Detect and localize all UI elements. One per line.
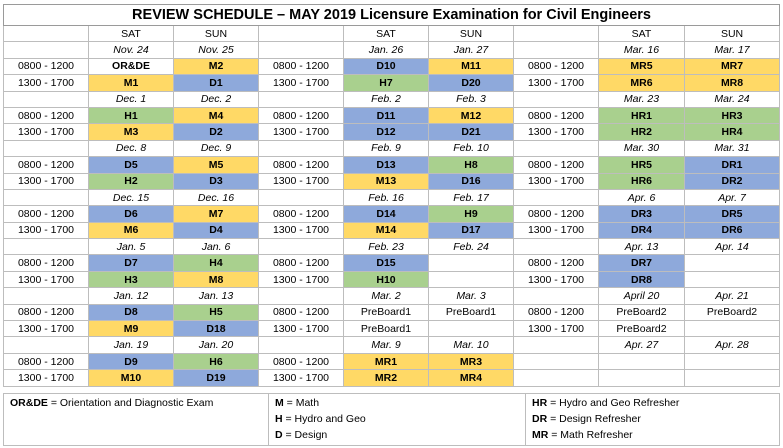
session-cell: D3 bbox=[174, 173, 259, 189]
session-cell: D10 bbox=[344, 58, 429, 74]
session-cell: M6 bbox=[89, 222, 174, 238]
session-cell: PreBoard1 bbox=[344, 304, 429, 320]
date-sat: Mar. 2 bbox=[344, 288, 429, 304]
legend-text: = Orientation and Diagnostic Exam bbox=[47, 397, 214, 409]
session-cell: MR7 bbox=[685, 58, 780, 74]
time-blank bbox=[4, 288, 89, 304]
session-cell: H9 bbox=[429, 206, 514, 222]
date-sat: Mar. 9 bbox=[344, 337, 429, 353]
time-blank bbox=[4, 337, 89, 353]
date-row bbox=[4, 189, 780, 205]
date-sun: Apr. 14 bbox=[685, 239, 780, 255]
date-sat: Apr. 6 bbox=[599, 189, 685, 205]
legend-col-1 bbox=[4, 394, 269, 446]
session-cell: DR2 bbox=[685, 173, 780, 189]
time-slot-label: 1300 - 1700 bbox=[4, 173, 89, 189]
title-row bbox=[4, 5, 780, 26]
session-cell bbox=[685, 321, 780, 337]
session-cell: H3 bbox=[89, 271, 174, 287]
am-session-row bbox=[4, 107, 780, 123]
session-cell: M1 bbox=[89, 75, 174, 91]
time-slot-label: 1300 - 1700 bbox=[259, 124, 344, 140]
header-sat-3: SAT bbox=[599, 26, 685, 42]
session-cell: D8 bbox=[89, 304, 174, 320]
am-session-row bbox=[4, 58, 780, 74]
header-sun-2: SUN bbox=[429, 26, 514, 42]
legend-text: = Design bbox=[282, 429, 328, 441]
time-slot-label: 0800 - 1200 bbox=[259, 304, 344, 320]
time-slot-label: 1300 - 1700 bbox=[4, 370, 89, 386]
legend-entry bbox=[275, 395, 525, 411]
time-slot-label: 1300 - 1700 bbox=[4, 222, 89, 238]
schedule-table bbox=[3, 4, 780, 387]
header-sun-3: SUN bbox=[685, 26, 780, 42]
time-blank bbox=[514, 42, 599, 58]
time-slot-label: 1300 - 1700 bbox=[514, 321, 599, 337]
time-blank bbox=[4, 189, 89, 205]
date-sat: Nov. 24 bbox=[89, 42, 174, 58]
date-sun: Mar. 31 bbox=[685, 140, 780, 156]
date-sun: Apr. 28 bbox=[685, 337, 780, 353]
session-cell: M2 bbox=[174, 58, 259, 74]
date-sat: Mar. 23 bbox=[599, 91, 685, 107]
date-row bbox=[4, 140, 780, 156]
date-sun: Jan. 13 bbox=[174, 288, 259, 304]
date-sun: Jan. 27 bbox=[429, 42, 514, 58]
time-blank bbox=[259, 91, 344, 107]
session-cell: HR6 bbox=[599, 173, 685, 189]
header-blank bbox=[259, 26, 344, 42]
time-slot-label: 1300 - 1700 bbox=[259, 75, 344, 91]
session-cell bbox=[599, 353, 685, 369]
session-cell: M9 bbox=[89, 321, 174, 337]
time-blank bbox=[4, 91, 89, 107]
am-session-row bbox=[4, 304, 780, 320]
session-cell: M12 bbox=[429, 107, 514, 123]
date-sat: Mar. 30 bbox=[599, 140, 685, 156]
time-slot-label: 1300 - 1700 bbox=[514, 75, 599, 91]
date-row bbox=[4, 288, 780, 304]
pm-session-row bbox=[4, 222, 780, 238]
session-cell: D15 bbox=[344, 255, 429, 271]
date-sat: Feb. 16 bbox=[344, 189, 429, 205]
time-blank bbox=[4, 239, 89, 255]
session-cell: H10 bbox=[344, 271, 429, 287]
time-slot-label: 1300 - 1700 bbox=[514, 222, 599, 238]
session-cell bbox=[599, 370, 685, 386]
date-sat: Dec. 8 bbox=[89, 140, 174, 156]
time-blank bbox=[259, 189, 344, 205]
date-sat: Apr. 13 bbox=[599, 239, 685, 255]
date-sun: Dec. 16 bbox=[174, 189, 259, 205]
schedule-title: REVIEW SCHEDULE – MAY 2019 Licensure Examination for Civil Engineers bbox=[4, 5, 780, 26]
header-sat-1: SAT bbox=[89, 26, 174, 42]
session-cell: D6 bbox=[89, 206, 174, 222]
pm-session-row bbox=[4, 75, 780, 91]
date-sat: April 20 bbox=[599, 288, 685, 304]
header-blank bbox=[4, 26, 89, 42]
session-cell: D2 bbox=[174, 124, 259, 140]
session-cell: D20 bbox=[429, 75, 514, 91]
session-cell: D7 bbox=[89, 255, 174, 271]
session-cell: M8 bbox=[174, 271, 259, 287]
legend-col-3 bbox=[526, 394, 780, 446]
session-cell: DR3 bbox=[599, 206, 685, 222]
date-row bbox=[4, 42, 780, 58]
legend-col-2 bbox=[269, 394, 526, 446]
legend-entry bbox=[532, 411, 779, 427]
pm-session-row bbox=[4, 271, 780, 287]
session-cell: MR5 bbox=[599, 58, 685, 74]
time-slot-label: 0800 - 1200 bbox=[4, 353, 89, 369]
date-row bbox=[4, 91, 780, 107]
session-cell: MR4 bbox=[429, 370, 514, 386]
time-slot-label: 1300 - 1700 bbox=[4, 75, 89, 91]
legend-table bbox=[3, 393, 780, 446]
session-cell: PreBoard1 bbox=[429, 304, 514, 320]
date-sun: Feb. 17 bbox=[429, 189, 514, 205]
time-blank bbox=[514, 189, 599, 205]
date-sun: Mar. 3 bbox=[429, 288, 514, 304]
session-cell: HR1 bbox=[599, 107, 685, 123]
session-cell: H7 bbox=[344, 75, 429, 91]
time-slot-label: 1300 - 1700 bbox=[259, 321, 344, 337]
date-row bbox=[4, 239, 780, 255]
session-cell: D9 bbox=[89, 353, 174, 369]
time-blank bbox=[4, 42, 89, 58]
am-session-row bbox=[4, 353, 780, 369]
am-session-row bbox=[4, 255, 780, 271]
session-cell bbox=[685, 271, 780, 287]
session-cell: D16 bbox=[429, 173, 514, 189]
session-cell: D21 bbox=[429, 124, 514, 140]
pm-session-row bbox=[4, 124, 780, 140]
time-slot-label: 0800 - 1200 bbox=[4, 58, 89, 74]
date-sat: Jan. 19 bbox=[89, 337, 174, 353]
session-cell: DR7 bbox=[599, 255, 685, 271]
date-sun: Nov. 25 bbox=[174, 42, 259, 58]
date-sun: Mar. 24 bbox=[685, 91, 780, 107]
session-cell: M14 bbox=[344, 222, 429, 238]
time-slot-label bbox=[514, 353, 599, 369]
time-slot-label: 1300 - 1700 bbox=[259, 222, 344, 238]
session-cell: DR1 bbox=[685, 157, 780, 173]
time-slot-label: 0800 - 1200 bbox=[259, 107, 344, 123]
session-cell: MR1 bbox=[344, 353, 429, 369]
legend-text: = Hydro and Geo bbox=[282, 413, 366, 425]
session-cell: MR8 bbox=[685, 75, 780, 91]
session-cell: D5 bbox=[89, 157, 174, 173]
date-sun: Feb. 10 bbox=[429, 140, 514, 156]
time-blank bbox=[259, 140, 344, 156]
session-cell: H5 bbox=[174, 304, 259, 320]
session-cell: HR3 bbox=[685, 107, 780, 123]
date-sat: Mar. 16 bbox=[599, 42, 685, 58]
session-cell: D11 bbox=[344, 107, 429, 123]
session-cell bbox=[429, 271, 514, 287]
time-slot-label: 0800 - 1200 bbox=[514, 304, 599, 320]
session-cell: D13 bbox=[344, 157, 429, 173]
session-cell: M10 bbox=[89, 370, 174, 386]
date-sat: Dec. 15 bbox=[89, 189, 174, 205]
date-sat: Jan. 12 bbox=[89, 288, 174, 304]
date-sun: Mar. 17 bbox=[685, 42, 780, 58]
session-cell bbox=[429, 321, 514, 337]
date-sun: Apr. 7 bbox=[685, 189, 780, 205]
time-slot-label: 1300 - 1700 bbox=[259, 173, 344, 189]
session-cell: PreBoard2 bbox=[599, 321, 685, 337]
time-slot-label: 0800 - 1200 bbox=[259, 206, 344, 222]
legend-text: = Math bbox=[283, 397, 320, 409]
time-slot-label: 0800 - 1200 bbox=[4, 157, 89, 173]
time-slot-label: 0800 - 1200 bbox=[514, 107, 599, 123]
session-cell bbox=[685, 255, 780, 271]
session-cell bbox=[429, 255, 514, 271]
session-cell: MR6 bbox=[599, 75, 685, 91]
date-sun: Apr. 21 bbox=[685, 288, 780, 304]
date-sun: Jan. 6 bbox=[174, 239, 259, 255]
am-session-row bbox=[4, 157, 780, 173]
time-slot-label: 1300 - 1700 bbox=[514, 271, 599, 287]
date-sat: Feb. 2 bbox=[344, 91, 429, 107]
date-row bbox=[4, 337, 780, 353]
date-sun: Feb. 3 bbox=[429, 91, 514, 107]
session-cell: PreBoard2 bbox=[599, 304, 685, 320]
time-slot-label: 0800 - 1200 bbox=[259, 157, 344, 173]
time-slot-label: 1300 - 1700 bbox=[4, 321, 89, 337]
time-slot-label: 0800 - 1200 bbox=[514, 58, 599, 74]
pm-session-row bbox=[4, 173, 780, 189]
date-sun: Dec. 2 bbox=[174, 91, 259, 107]
header-blank bbox=[514, 26, 599, 42]
time-blank bbox=[259, 288, 344, 304]
session-cell: DR5 bbox=[685, 206, 780, 222]
session-cell: D14 bbox=[344, 206, 429, 222]
time-blank bbox=[514, 239, 599, 255]
session-cell: D1 bbox=[174, 75, 259, 91]
session-cell: OR&DE bbox=[89, 58, 174, 74]
time-slot-label: 1300 - 1700 bbox=[514, 124, 599, 140]
legend-code: DR bbox=[532, 413, 548, 425]
day-header-row bbox=[4, 26, 780, 42]
legend-code: HR bbox=[532, 397, 548, 409]
session-cell: H1 bbox=[89, 107, 174, 123]
time-slot-label: 1300 - 1700 bbox=[4, 271, 89, 287]
session-cell: DR4 bbox=[599, 222, 685, 238]
time-slot-label: 0800 - 1200 bbox=[259, 58, 344, 74]
time-slot-label: 0800 - 1200 bbox=[259, 353, 344, 369]
legend-entry bbox=[275, 411, 525, 427]
time-slot-label: 0800 - 1200 bbox=[4, 304, 89, 320]
date-sun: Feb. 24 bbox=[429, 239, 514, 255]
session-cell: M11 bbox=[429, 58, 514, 74]
legend-entry bbox=[532, 395, 779, 411]
date-sun: Dec. 9 bbox=[174, 140, 259, 156]
time-slot-label: 1300 - 1700 bbox=[514, 173, 599, 189]
session-cell: M3 bbox=[89, 124, 174, 140]
session-cell: MR2 bbox=[344, 370, 429, 386]
header-sat-2: SAT bbox=[344, 26, 429, 42]
time-slot-label: 0800 - 1200 bbox=[514, 206, 599, 222]
session-cell: D18 bbox=[174, 321, 259, 337]
session-cell: D4 bbox=[174, 222, 259, 238]
header-sun-1: SUN bbox=[174, 26, 259, 42]
time-blank bbox=[514, 337, 599, 353]
date-sun: Mar. 10 bbox=[429, 337, 514, 353]
time-slot-label: 1300 - 1700 bbox=[259, 271, 344, 287]
legend-entry bbox=[10, 395, 268, 411]
session-cell: HR5 bbox=[599, 157, 685, 173]
session-cell bbox=[685, 370, 780, 386]
pm-session-row bbox=[4, 370, 780, 386]
session-cell: HR4 bbox=[685, 124, 780, 140]
legend-code: OR&DE bbox=[10, 397, 48, 409]
time-slot-label: 0800 - 1200 bbox=[514, 157, 599, 173]
session-cell: D12 bbox=[344, 124, 429, 140]
date-sat: Jan. 26 bbox=[344, 42, 429, 58]
time-blank bbox=[514, 140, 599, 156]
am-session-row bbox=[4, 206, 780, 222]
legend-code: MR bbox=[532, 429, 549, 441]
date-sat: Jan. 5 bbox=[89, 239, 174, 255]
time-slot-label: 0800 - 1200 bbox=[4, 206, 89, 222]
date-sun: Jan. 20 bbox=[174, 337, 259, 353]
session-cell: M13 bbox=[344, 173, 429, 189]
date-sat: Dec. 1 bbox=[89, 91, 174, 107]
session-cell: M5 bbox=[174, 157, 259, 173]
legend-entry bbox=[532, 427, 779, 443]
session-cell: MR3 bbox=[429, 353, 514, 369]
session-cell: H8 bbox=[429, 157, 514, 173]
time-slot-label: 1300 - 1700 bbox=[259, 370, 344, 386]
session-cell: DR8 bbox=[599, 271, 685, 287]
session-cell: D17 bbox=[429, 222, 514, 238]
legend-code: D bbox=[275, 429, 283, 441]
session-cell: M7 bbox=[174, 206, 259, 222]
session-cell: PreBoard2 bbox=[685, 304, 780, 320]
date-sat: Apr. 27 bbox=[599, 337, 685, 353]
time-slot-label: 0800 - 1200 bbox=[4, 255, 89, 271]
time-slot-label: 0800 - 1200 bbox=[4, 107, 89, 123]
time-blank bbox=[514, 288, 599, 304]
session-cell bbox=[685, 353, 780, 369]
session-cell: H4 bbox=[174, 255, 259, 271]
legend-row bbox=[4, 394, 780, 446]
legend-entry bbox=[275, 427, 525, 443]
legend-text: = Math Refresher bbox=[548, 429, 633, 441]
time-blank bbox=[4, 140, 89, 156]
time-blank bbox=[514, 91, 599, 107]
session-cell: HR2 bbox=[599, 124, 685, 140]
session-cell: H2 bbox=[89, 173, 174, 189]
date-sat: Feb. 23 bbox=[344, 239, 429, 255]
legend-code: M bbox=[275, 397, 284, 409]
time-slot-label bbox=[514, 370, 599, 386]
time-slot-label: 0800 - 1200 bbox=[259, 255, 344, 271]
legend-text: = Design Refresher bbox=[547, 413, 641, 425]
time-blank bbox=[259, 337, 344, 353]
time-blank bbox=[259, 42, 344, 58]
time-slot-label: 1300 - 1700 bbox=[4, 124, 89, 140]
date-sat: Feb. 9 bbox=[344, 140, 429, 156]
legend-code: H bbox=[275, 413, 283, 425]
session-cell: PreBoard1 bbox=[344, 321, 429, 337]
session-cell: M4 bbox=[174, 107, 259, 123]
session-cell: DR6 bbox=[685, 222, 780, 238]
session-cell: D19 bbox=[174, 370, 259, 386]
time-slot-label: 0800 - 1200 bbox=[514, 255, 599, 271]
pm-session-row bbox=[4, 321, 780, 337]
time-blank bbox=[259, 239, 344, 255]
session-cell: H6 bbox=[174, 353, 259, 369]
legend-text: = Hydro and Geo Refresher bbox=[547, 397, 680, 409]
